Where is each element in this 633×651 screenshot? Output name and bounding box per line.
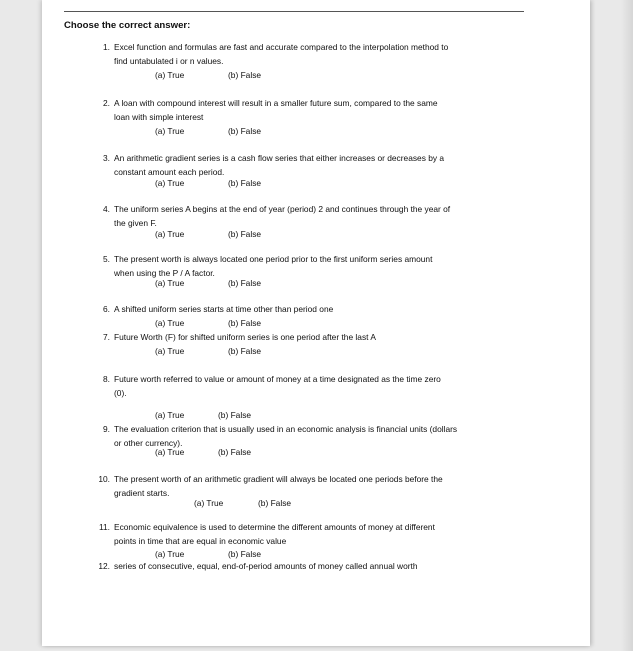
option-a[interactable]: (a) True: [155, 126, 185, 136]
option-a[interactable]: (a) True: [155, 229, 185, 239]
option-b[interactable]: (b) False: [228, 346, 262, 356]
option-a[interactable]: (a) True: [194, 498, 224, 508]
page-edge-shadow: [621, 0, 633, 651]
option-b[interactable]: (b) False: [228, 229, 262, 239]
question-text-cont: gradient starts.: [114, 488, 170, 498]
question-text-cont: (0).: [114, 388, 127, 398]
question-text-cont: the given F.: [114, 218, 157, 228]
option-a[interactable]: (a) True: [155, 447, 185, 457]
question-6: [96, 302, 496, 316]
question-number: 9.: [103, 424, 110, 434]
question-text-cont: constant amount each period.: [114, 167, 225, 177]
question-text: Future worth referred to value or amount of money at a time designated as the time zero: [114, 374, 441, 384]
question-number: 7.: [103, 332, 110, 342]
question-11: [96, 520, 496, 548]
option-b[interactable]: (b) False: [218, 410, 252, 420]
option-a[interactable]: (a) True: [155, 318, 185, 328]
question-3: [96, 151, 496, 179]
question-10: [96, 472, 496, 500]
question-text: Future Worth (F) for shifted uniform series is one period after the last A: [114, 332, 376, 342]
question-number: 2.: [103, 98, 110, 108]
question-number: 3.: [103, 153, 110, 163]
option-a[interactable]: (a) True: [155, 549, 185, 559]
question-number: 12.: [98, 561, 110, 571]
question-text: An arithmetic gradient series is a cash flow series that either increases or decreases by a: [114, 153, 445, 163]
option-b[interactable]: (b) False: [218, 447, 252, 457]
section-heading: Choose the correct answer:: [64, 20, 191, 31]
question-text: The uniform series A begins at the end of year (period) 2 and continues through the year of: [114, 204, 451, 214]
option-a[interactable]: (a) True: [155, 278, 185, 288]
question-2: [96, 96, 496, 124]
question-text: The present worth of an arithmetic gradient will always be located one periods before the: [114, 474, 443, 484]
question-text: The present worth is always located one period prior to the first uniform series amount: [114, 254, 433, 264]
question-number: 8.: [103, 374, 110, 384]
option-a[interactable]: (a) True: [155, 70, 185, 80]
question-number: 5.: [103, 254, 110, 264]
option-b[interactable]: (b) False: [228, 278, 262, 288]
question-number: 11.: [98, 522, 110, 532]
option-a[interactable]: (a) True: [155, 410, 185, 420]
question-12: [96, 559, 496, 573]
question-text-cont: find untabulated i or n values.: [114, 56, 224, 66]
option-b[interactable]: (b) False: [258, 498, 292, 508]
question-number: 4.: [103, 204, 110, 214]
option-b[interactable]: (b) False: [228, 178, 262, 188]
option-a[interactable]: (a) True: [155, 346, 185, 356]
question-text: series of consecutive, equal, end-of-period amounts of money called annual worth: [114, 561, 418, 571]
question-text-cont: or other currency).: [114, 438, 183, 448]
option-b[interactable]: (b) False: [228, 126, 262, 136]
question-8: [96, 372, 496, 400]
question-text: Economic equivalence is used to determine the different amounts of money at different: [114, 522, 435, 532]
question-number: 1.: [103, 42, 110, 52]
question-text-cont: points in time that are equal in economic value: [114, 536, 287, 546]
option-b[interactable]: (b) False: [228, 70, 262, 80]
question-9: [96, 422, 496, 450]
question-7: [96, 330, 496, 344]
question-number: 10.: [98, 474, 110, 484]
question-text: The evaluation criterion that is usually used in an economic analysis is financial units (dollars: [114, 424, 458, 434]
question-4: [96, 202, 496, 230]
question-text: A shifted uniform series starts at time other than period one: [114, 304, 334, 314]
question-number: 6.: [103, 304, 110, 314]
question-text: Excel function and formulas are fast and accurate compared to the interpolation method to: [114, 42, 449, 52]
top-rule: [64, 11, 524, 12]
question-text-cont: loan with simple interest: [114, 112, 204, 122]
option-b[interactable]: (b) False: [228, 549, 262, 559]
option-a[interactable]: (a) True: [155, 178, 185, 188]
question-text-cont: when using the P / A factor.: [114, 268, 215, 278]
question-1: [96, 40, 496, 68]
option-b[interactable]: (b) False: [228, 318, 262, 328]
question-text: A loan with compound interest will result in a smaller future sum, compared to the same: [114, 98, 438, 108]
question-5: [96, 252, 496, 280]
